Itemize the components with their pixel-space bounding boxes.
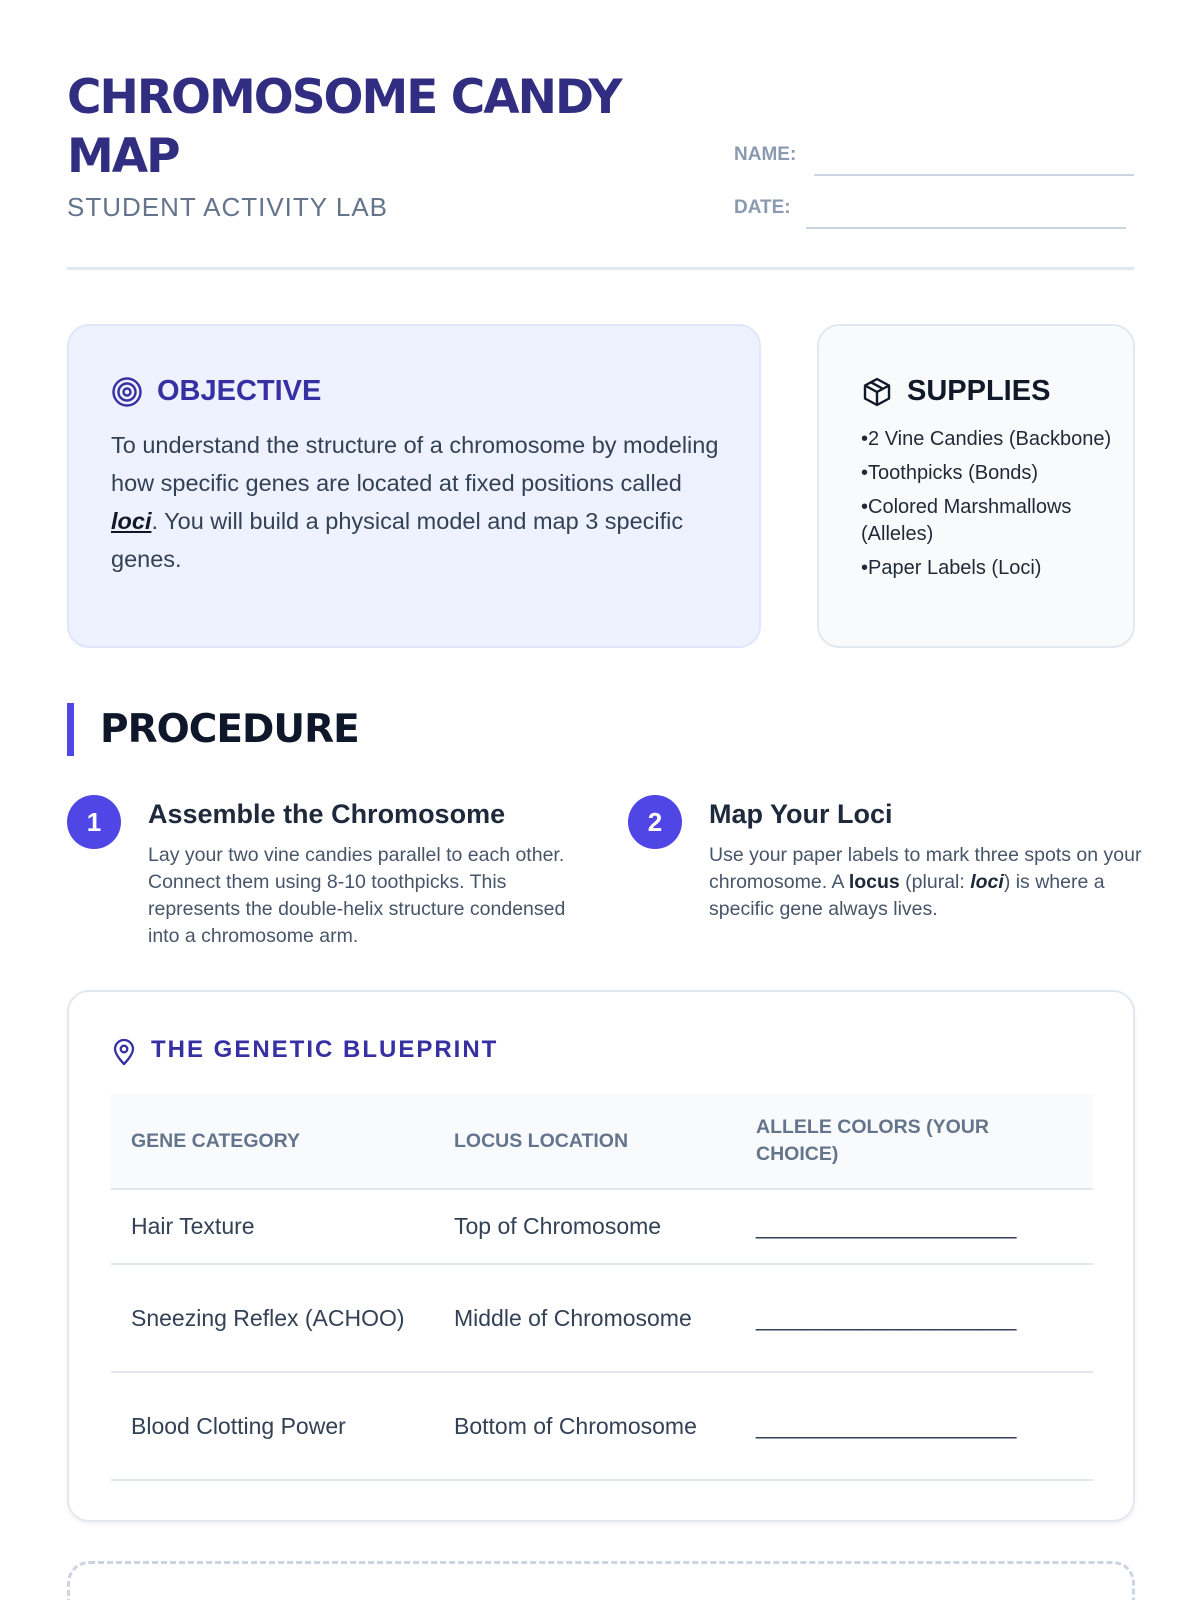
table-header-row — [111, 1094, 1093, 1189]
supply-item: • Toothpicks (Bonds) — [861, 460, 1121, 487]
supplies-list — [861, 426, 1121, 589]
objective-text — [111, 426, 721, 578]
dashed-notes-box — [67, 1561, 1135, 1600]
blueprint-heading: THE GENETIC BLUEPRINT — [151, 1036, 499, 1063]
gene-category-cell: Blood Clotting Power — [111, 1372, 434, 1480]
loci-term: loci — [970, 871, 1004, 893]
locus-term: locus — [848, 871, 900, 893]
step-description — [709, 842, 1149, 923]
step-title: Assemble the Chromosome — [148, 799, 506, 829]
column-header: GENE CATEGORY — [111, 1094, 434, 1189]
page-title: CHROMOSOME CANDY MAP — [67, 70, 621, 184]
step-description-part: ) is where a specific gene always lives. — [709, 871, 1105, 920]
column-header: ALLELE COLORS (YOUR CHOICE) — [736, 1094, 1093, 1189]
date-blank-line[interactable] — [806, 227, 1126, 229]
box-icon — [861, 376, 893, 408]
page-subtitle: STUDENT ACTIVITY LAB — [67, 192, 389, 222]
supply-item: • Colored Marshmallows (Alleles) — [861, 494, 1121, 548]
objective-card — [67, 324, 761, 648]
step-description-part: Use your paper labels to mark three spots on your chromosome. A — [709, 844, 1142, 893]
supplies-heading: SUPPLIES — [907, 375, 1051, 407]
column-header: LOCUS LOCATION — [434, 1094, 736, 1189]
date-label: DATE: — [734, 197, 791, 218]
table-row — [111, 1372, 1093, 1480]
target-icon — [111, 376, 143, 408]
allele-color-blank[interactable]: ______________________ — [736, 1189, 1093, 1264]
objective-text-end: . You will build a physical model and map 3 specific genes. — [111, 508, 684, 572]
table-row — [111, 1264, 1093, 1372]
allele-color-blank[interactable]: ______________________ — [736, 1264, 1093, 1372]
step-number-badge: 2 — [628, 795, 682, 849]
supply-item: • 2 Vine Candies (Backbone) — [861, 426, 1121, 453]
objective-text-start: To understand the structure of a chromosome by modeling how specific genes are located at fixed positions called — [111, 432, 719, 496]
step-description: Lay your two vine candies parallel to each other. Connect them using 8-10 toothpicks. This represents the double-helix structure condensed into a chromosome arm. — [148, 844, 566, 947]
objective-heading: OBJECTIVE — [157, 375, 322, 407]
table-row — [111, 1189, 1093, 1264]
locus-location-cell: Middle of Chromosome — [434, 1264, 736, 1372]
step-description-part: (plural: — [899, 871, 971, 893]
supplies-card — [817, 324, 1135, 648]
name-label: NAME: — [734, 144, 797, 165]
step-number-badge: 1 — [67, 795, 121, 849]
allele-color-blank[interactable]: ______________________ — [736, 1372, 1093, 1480]
locus-location-cell: Bottom of Chromosome — [434, 1372, 736, 1480]
step-title: Map Your Loci — [709, 799, 893, 829]
map-pin-icon — [111, 1038, 137, 1066]
gene-category-cell: Sneezing Reflex (ACHOO) — [111, 1264, 434, 1372]
locus-location-cell: Top of Chromosome — [434, 1189, 736, 1264]
genetic-blueprint-table — [111, 1094, 1093, 1481]
name-blank-line[interactable] — [814, 174, 1134, 176]
genetic-blueprint-card — [67, 990, 1135, 1522]
supply-item: • Paper Labels (Loci) — [861, 555, 1121, 582]
procedure-accent-bar — [67, 703, 74, 756]
procedure-heading: PROCEDURE — [100, 707, 359, 752]
loci-term: loci — [111, 508, 152, 534]
worksheet-header — [67, 68, 1134, 270]
gene-category-cell: Hair Texture — [111, 1189, 434, 1264]
